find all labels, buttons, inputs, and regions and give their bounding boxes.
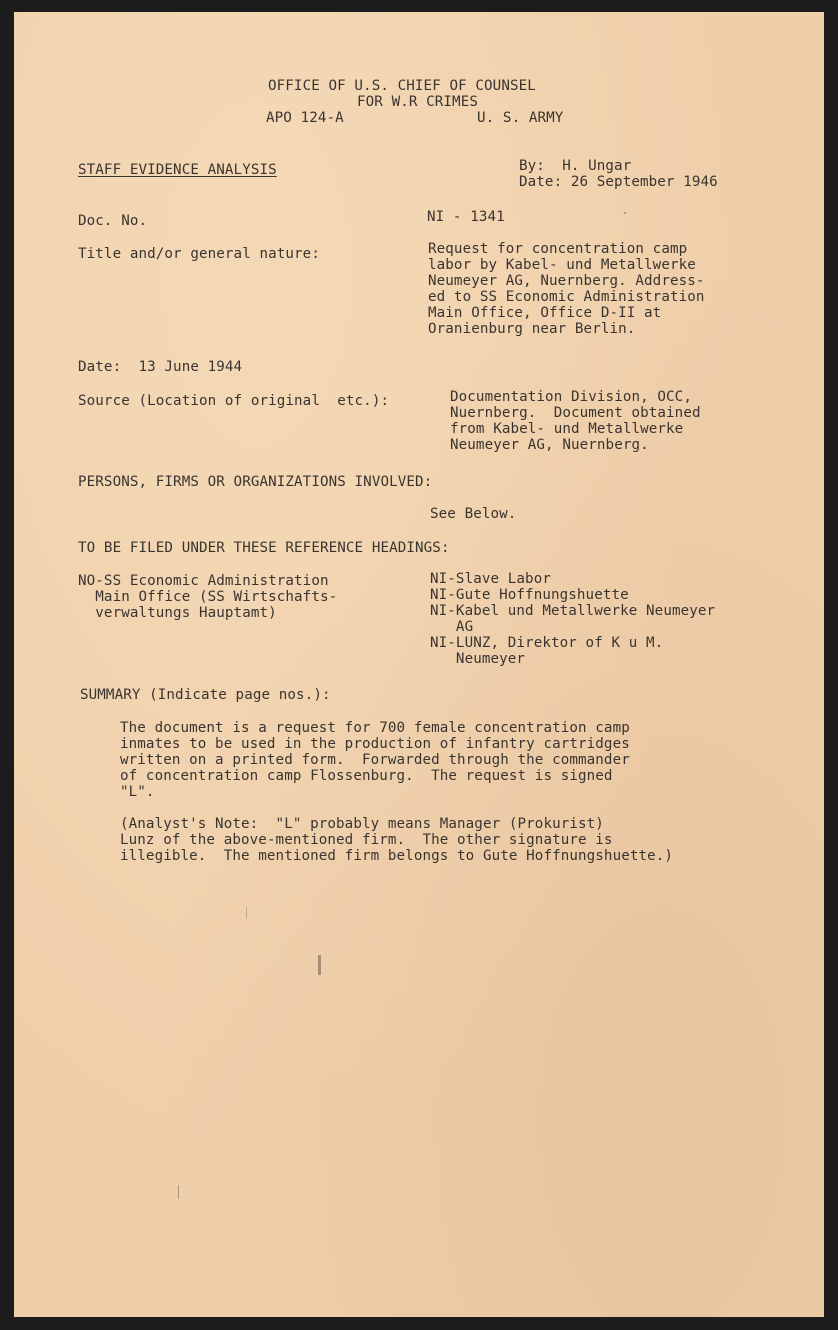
analyst-note-line: Lunz of the above-mentioned firm. The other signature is — [120, 832, 613, 848]
title-line: labor by Kabel- und Metallwerke — [428, 257, 696, 273]
summary-line: The document is a request for 700 female concentration camp — [120, 720, 630, 736]
source-line: Documentation Division, OCC, — [450, 389, 692, 405]
title-line: Request for concentration camp — [428, 241, 688, 257]
persons-heading: PERSONS, FIRMS OR ORGANIZATIONS INVOLVED: — [78, 474, 433, 490]
reference-right-line: NI-Kabel und Metallwerke Neumeyer — [430, 603, 716, 619]
reference-headings-heading: TO BE FILED UNDER THESE REFERENCE HEADINGS: — [78, 540, 450, 556]
header-war-crimes-line: FOR W.R CRIMES — [357, 94, 478, 110]
doc-no-label: Doc. No. — [78, 213, 148, 229]
header-apo: APO 124-A — [266, 110, 344, 126]
summary-line: written on a printed form. Forwarded through the commander — [120, 752, 630, 768]
paper-mark — [246, 907, 247, 919]
title-line: ed to SS Economic Administration — [428, 289, 705, 305]
reference-right-line: Neumeyer — [430, 651, 526, 667]
title-label: Title and/or general nature: — [78, 246, 320, 262]
title-line: Neumeyer AG, Nuernberg. Address- — [428, 273, 705, 289]
reference-left-line: NO-SS Economic Administration — [78, 573, 329, 589]
staff-evidence-analysis-heading: STAFF EVIDENCE ANALYSIS — [78, 162, 277, 178]
header-office-line: OFFICE OF U.S. CHIEF OF COUNSEL — [268, 78, 536, 94]
source-line: Nuernberg. Document obtained — [450, 405, 701, 421]
summary-line: inmates to be used in the production of infantry cartridges — [120, 736, 630, 752]
summary-heading: SUMMARY (Indicate page nos.): — [80, 687, 331, 703]
document-date: Date: 13 June 1944 — [78, 359, 243, 375]
paper-mark — [178, 1185, 179, 1199]
analyst-note-line: (Analyst's Note: "L" probably means Manager (Prokurist) — [120, 816, 604, 832]
reference-right-line: AG — [430, 619, 474, 635]
analyst-note-line: illegible. The mentioned firm belongs to Gute Hoffnungshuette.) — [120, 848, 674, 864]
source-label: Source (Location of original etc.): — [78, 393, 390, 409]
paper-mark — [318, 955, 321, 975]
source-line: from Kabel- und Metallwerke — [450, 421, 684, 437]
reference-right-line: NI-Gute Hoffnungshuette — [430, 587, 629, 603]
document-page — [14, 12, 824, 1317]
reference-left-line: verwaltungs Hauptamt) — [78, 605, 277, 621]
analysis-date: Date: 26 September 1946 — [519, 174, 718, 190]
paper-mark — [624, 212, 626, 214]
reference-right-line: NI-LUNZ, Direktor of K u M. — [430, 635, 664, 651]
summary-line: of concentration camp Flossenburg. The request is signed — [120, 768, 613, 784]
reference-right-line: NI-Slave Labor — [430, 571, 551, 587]
persons-value: See Below. — [430, 506, 517, 522]
source-line: Neumeyer AG, Nuernberg. — [450, 437, 649, 453]
doc-no-value: NI - 1341 — [427, 209, 505, 225]
header-army: U. S. ARMY — [477, 110, 564, 126]
reference-left-line: Main Office (SS Wirtschafts- — [78, 589, 338, 605]
title-line: Main Office, Office D-II at — [428, 305, 662, 321]
analyst-by: By: H. Ungar — [519, 158, 632, 174]
summary-line: "L". — [120, 784, 155, 800]
title-line: Oranienburg near Berlin. — [428, 321, 636, 337]
